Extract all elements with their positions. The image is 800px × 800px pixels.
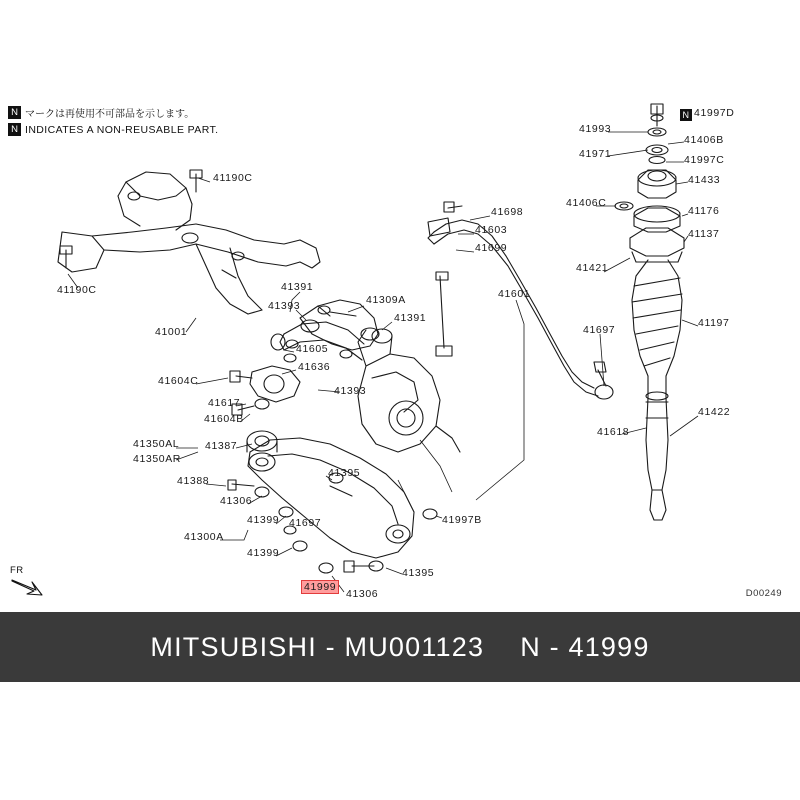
part-label-41387: 41387 (205, 440, 238, 452)
part-label-41993: 41993 (579, 123, 612, 135)
part-label-41001: 41001 (155, 326, 188, 338)
part-label-41997B: 41997B (442, 514, 482, 526)
part-label-41350AR: 41350AR (133, 453, 181, 465)
part-label-41997D: 41997D (694, 107, 735, 119)
part-label-41999-highlighted: 41999 (301, 580, 339, 594)
legend-note-en-text: INDICATES A NON-REUSABLE PART. (25, 123, 219, 136)
part-label-41393-2: 41393 (334, 385, 367, 397)
part-label-41190C: 41190C (213, 172, 253, 184)
part-label-41388: 41388 (177, 475, 210, 487)
part-label-41406C: 41406C (566, 197, 607, 209)
part-label-41433: 41433 (688, 174, 721, 186)
part-label-41395-2: 41395 (402, 567, 435, 579)
part-label-41697-2: 41697 (583, 324, 616, 336)
part-label-41636: 41636 (298, 361, 331, 373)
front-direction-marker (10, 565, 44, 603)
label-41997D-badge (680, 108, 695, 121)
part-label-41422: 41422 (698, 406, 731, 418)
part-label-41601: 41601 (498, 288, 531, 300)
part-label-41604C: 41604C (158, 375, 199, 387)
footer-bar (0, 612, 800, 682)
part-label-41176: 41176 (688, 205, 720, 217)
part-label-41697: 41697 (289, 517, 322, 529)
part-label-41393: 41393 (268, 300, 301, 312)
part-label-41399: 41399 (247, 514, 280, 526)
non-reusable-badge-icon: N (8, 123, 21, 136)
part-label-41604B: 41604B (204, 413, 244, 425)
footer-whitespace (0, 682, 800, 800)
part-label-41618: 41618 (597, 426, 630, 438)
part-label-41137: 41137 (688, 228, 720, 240)
part-label-41971: 41971 (579, 148, 612, 160)
part-label-41617: 41617 (208, 397, 241, 409)
part-label-41406B: 41406B (684, 134, 724, 146)
legend-note-en (8, 123, 258, 136)
footer-part-number: N - 41999 (520, 631, 650, 662)
footer-brand-part: MITSUBISHI - MU001123 (150, 631, 485, 662)
part-label-41350AL: 41350AL (133, 438, 180, 450)
drawing-code: D00249 (745, 588, 782, 599)
part-label-41190C-2: 41190C (57, 284, 97, 296)
non-reusable-badge-icon: N (8, 106, 21, 119)
legend-note-jp-text: マークは再使用不可部品を示します。 (25, 109, 195, 120)
part-label-41306-2: 41306 (346, 588, 379, 600)
non-reusable-badge-icon: N (680, 109, 692, 121)
part-label-41306: 41306 (220, 495, 253, 507)
part-label-41197: 41197 (698, 317, 730, 329)
part-label-41699: 41699 (475, 242, 508, 254)
legend-note-jp (8, 105, 258, 120)
front-direction-label: FR (10, 565, 24, 576)
part-label-41421: 41421 (576, 262, 609, 274)
part-label-41605: 41605 (296, 343, 329, 355)
part-label-41309A: 41309A (366, 294, 406, 306)
arrow-icon (10, 576, 44, 598)
part-label-41399-2: 41399 (247, 547, 280, 559)
part-label-41603: 41603 (475, 224, 508, 236)
legend-note (8, 105, 258, 139)
part-label-41997C: 41997C (684, 154, 725, 166)
part-label-41698: 41698 (491, 206, 524, 218)
part-label-41391-2: 41391 (394, 312, 427, 324)
part-label-41300A: 41300A (184, 531, 224, 543)
part-label-41395: 41395 (328, 467, 361, 479)
part-label-41391: 41391 (281, 281, 314, 293)
